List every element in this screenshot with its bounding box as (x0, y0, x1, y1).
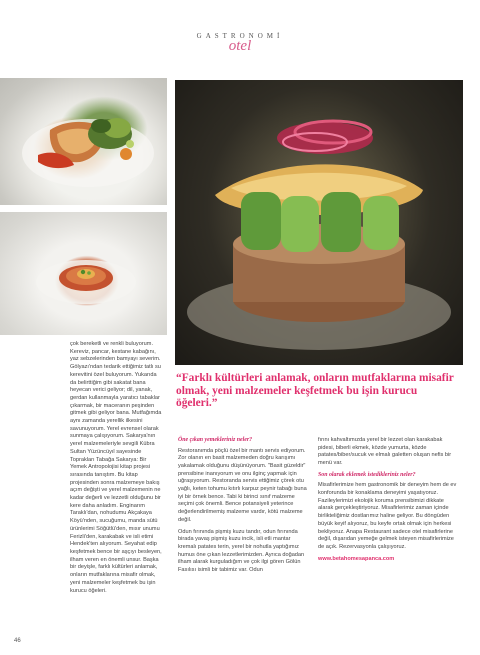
body-column-right (318, 437, 458, 563)
body-paragraph: Misafirlerimize hem gastronomik bir deneyim hem de ev konforunda bir konaklama deneyimi yaşatıyoruz. Fazileylerimizi ekolojik koruma prensibimizi dikkate alarak gerçekleştiriyoruz. Misafirlerimiz zaman içinde birlikteliğimiz dostlarımız haline geliyor. Bu döngüden büyük keyif alıyoruz, bu keyfe ortak olmak için herkesi bekliyoruz. Anapa Restaurant sadece otel misafirlerine değil, dışarıdan yemeğe gelmek isteyen misafirlerimize de açık. Rezervasyonla çalışıyoruz. (318, 482, 457, 550)
photo-soup (0, 212, 167, 335)
photo-fish-salad (0, 78, 167, 205)
body-paragraph: fırını kahvaltımızda yerel bir lezzet olan karakabak pidesi, biberli ekmek, közde yumurta, közde patates/biber/sucuk ve elmalı galetten oluşan nefis bir menü var. (318, 437, 452, 467)
section-title: otel (228, 38, 252, 54)
question-heading: Öne çıkan yemekleriniz neler? (178, 437, 253, 443)
photo-main-dish (175, 80, 463, 365)
body-paragraph: Odun fırınında pişmiş kuzu tandır, odun fırınında birada yavaş pişmiş kuzu incik, isli etli mantar kremalı patates terin, yerel bir nohutla yaptığımız humus öne çıkan lezzetlerimizden. Ayrıca doğadan ilham alarak kurguladığım ve çok ilgi gören Gölün Fasılısı isimli bir tabimiz var. Odun (178, 528, 305, 574)
body-paragraph: Restoranımda pöçlü özel bir mantı servis ediyorum. Zor olanın en basit malzemeden doğru karışımı yakalamak olduğunu düşünüyorum. "Basit güzeldir" prensibine inanıyorum ve onu ilginç yapmak için uğraşıyorum. Restoranda servis ettiğimiz çörek otu yağlı, keten tohumu kıtırlı karpuz peynir tabağı buna iyi bir örnek bence. Tabi ki birinci sınıf malzeme seçimi çok önemli. Bence potansiyeli yeterince değerlendirilmemiş malzeme vardır, kötü malzeme değil. (178, 447, 307, 523)
question-heading: Son olarak eklemek istedikleriniz neler? (318, 471, 416, 478)
website-link[interactable]: www.betahomesapanca.com (318, 555, 395, 562)
pull-quote: “Farklı kültürleri anlamak, onların mutfaklarına misafir olmak, yeni malzemeler keşfetmek bu işin kurucu öğeleri.” (176, 372, 454, 410)
body-column-left (70, 341, 163, 599)
section-header: GASTRONOMİ (196, 32, 284, 40)
page-number: 46 (14, 638, 21, 644)
body-paragraph: çok bereketli ve renkli buluyorum. Kereviz, pancar, kestane kabağını, yaz sebzelerinden bamyayı severim. Gölyazı'ndan tedarik ettiğimiz tatlı su kerevitini özel buluyorum. Yukarıda da belirttiğim gibi sakatat bana heyecan verici geliyor; dil, yanak, gerdan kullanmayla yaratıcı tabaklar çıkarmak, bir maceranın peşinden gitmek gibi geliyor bana. Mutfağımda aynı zamanda yerellik ilkesini savunuyorum. Yerel evrensel olarak sunmaya çalışıyorum. Sakarya'nın yerel malzemeleriyle sevgili Kübra Sultan Yüzüncüyıl sayesinde Toprakları Tabağa Sakarya: Bir Yemek Antropolojisi kitap projesi sırasında tanıştım. Bu kitap projesinden sonra malzemeye bakış açım değişti ve yerel malzemenin ne kadar değerli ve lezzetli olduğunu bir kere daha anladım. Enginarım Taraklı'dan, nohudumu Akçakaya Köyü'nden, sucuğumu, manda sütü ürünlerimi Söğütlü'den, mısır unumu Ferizli'den, karakabak ve isli etimi Hendek'ten alıyorum. Seyahat edip keşfetmek bence bir aşçıyı besleyen, ilham veren en önemli unsur. Başka bir deyişle, farklı kültürleri anlamak, onların mutfaklarına misafir olmak, yeni malzemeler keşfetmek bu işin kurucu öğeleri. (70, 341, 162, 594)
body-column-middle (178, 437, 310, 579)
